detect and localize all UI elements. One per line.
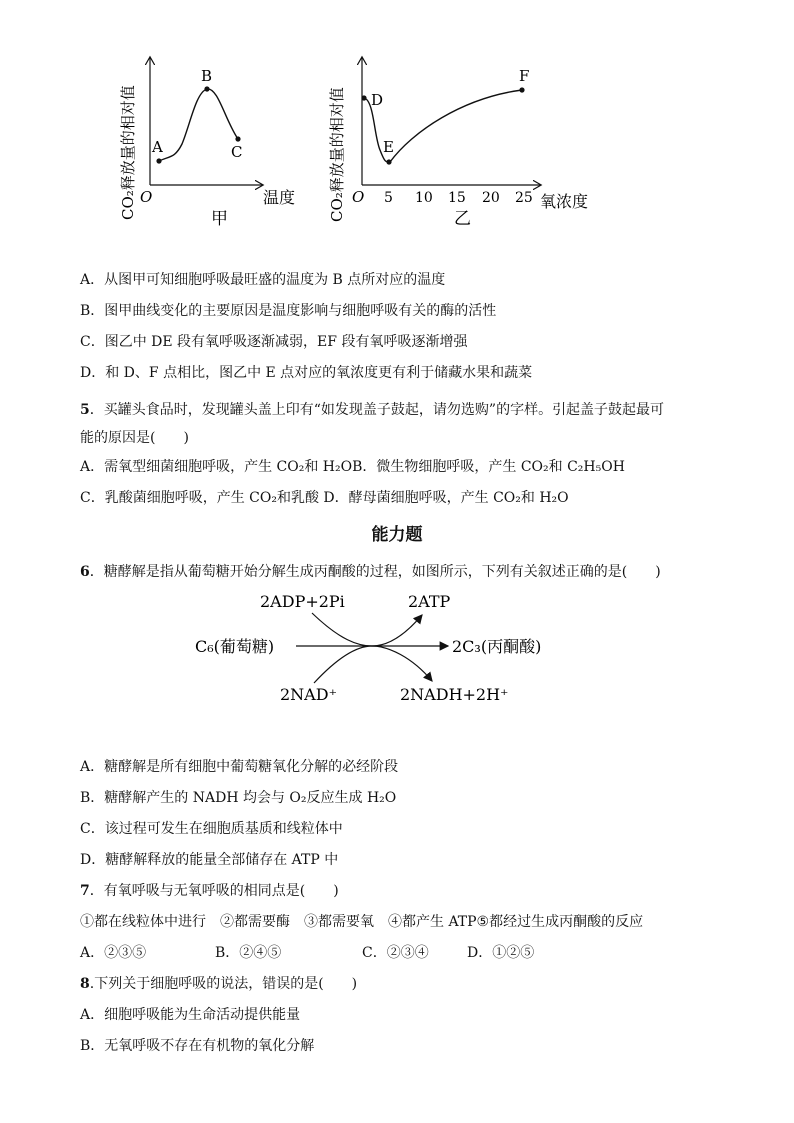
q5-stem [80, 400, 664, 420]
atp-arrow [312, 613, 422, 646]
q6-option-c: C．该过程可发生在细胞质基质和线粒体中 [80, 821, 343, 837]
q7-option-a: A．②③⑤ [80, 945, 147, 961]
q5-options-ab: A．需氧型细菌细胞呼吸，产生 CO₂和 H₂OB．微生物细胞呼吸，产生 CO₂和 C₂H₅OH [80, 459, 625, 475]
point-c [235, 136, 240, 141]
caption-jia: 甲 [211, 209, 228, 229]
y-label: CO₂释放量的相对值 [119, 85, 137, 220]
x-label: 温度 [263, 188, 296, 207]
caption-yi: 乙 [454, 209, 471, 229]
point-d [361, 95, 366, 100]
q4-option-d: D．和 D、F 点相比，图乙中 E 点对应的氧浓度更有利于储藏水果和蔬菜 [80, 365, 533, 381]
point-b [204, 86, 209, 91]
diagram-bottom-left: 2NAD⁺ [280, 685, 338, 704]
x-label: 氧浓度 [540, 192, 589, 211]
origin-label: O [140, 188, 153, 206]
q5-stem-2: 能的原因是( ) [80, 430, 189, 446]
point-a [156, 158, 161, 163]
q6-option-a: A．糖酵解是所有细胞中葡萄糖氧化分解的必经阶段 [80, 759, 399, 775]
q8-option-b: B．无氧呼吸不存在有机物的氧化分解 [80, 1038, 315, 1054]
tick-10: 10 [415, 190, 433, 206]
q6-stem [80, 562, 661, 582]
tick-5: 5 [384, 190, 393, 206]
q5-options-cd: C．乳酸菌细胞呼吸，产生 CO₂和乳酸 D．酵母菌细胞呼吸，产生 CO₂和 H₂O [80, 490, 569, 506]
section-title: 能力题 [371, 525, 423, 545]
tick-20: 20 [482, 190, 500, 206]
label-e: E [383, 138, 394, 156]
y-label: CO₂释放量的相对值 [328, 87, 346, 222]
diagram-bottom-right: 2NADH+2H⁺ [400, 685, 509, 704]
q6-option-b: B．糖酵解产生的 NADH 均会与 O₂反应生成 H₂O [80, 790, 397, 806]
q7-option-b: B．②④⑤ [215, 945, 282, 961]
diagram-right: 2C₃(丙酮酸) [452, 637, 542, 656]
q5-number: 5 [80, 402, 90, 418]
diagram-left: C₆(葡萄糖) [195, 637, 275, 656]
q5-stem-text: ．买罐头食品时，发现罐头盖上印有“如发现盖子鼓起，请勿选购”的字样。引起盖子鼓起最可 [89, 402, 665, 418]
point-e [386, 159, 391, 164]
label-b: B [201, 67, 213, 85]
diagram-top-left: 2ADP+2Pi [260, 592, 345, 611]
q4-option-c: C．图乙中 DE 段有氧呼吸逐渐减弱，EF 段有氧呼吸逐渐增强 [80, 334, 468, 350]
tick-15: 15 [448, 190, 466, 206]
label-f: F [519, 67, 530, 85]
graph-jia [110, 40, 310, 230]
q7-option-c: C．②③④ [362, 945, 429, 961]
label-c: C [231, 143, 243, 161]
q6-number: 6 [80, 564, 90, 580]
q6-stem-text: ．糖酵解是指从葡萄糖开始分解生成丙酮酸的过程，如图所示，下列有关叙述正确的是( ) [89, 564, 661, 580]
diagram-top-right: 2ATP [408, 592, 451, 611]
q8-stem-text: .下列关于细胞呼吸的说法，错误的是( ) [89, 976, 358, 992]
origin-label: O [352, 188, 365, 206]
point-f [519, 87, 524, 92]
glycolysis-diagram [190, 585, 580, 715]
q8-stem [80, 974, 357, 994]
q4-option-b: B．图甲曲线变化的主要原因是温度影响与细胞呼吸有关的酶的活性 [80, 303, 497, 319]
q8-number: 8 [80, 976, 90, 992]
q8-option-a: A．细胞呼吸能为生命活动提供能量 [80, 1007, 301, 1023]
label-d: D [371, 91, 384, 109]
label-a: A [152, 138, 163, 156]
q4-option-a: A．从图甲可知细胞呼吸最旺盛的温度为 B 点所对应的温度 [80, 272, 446, 288]
q7-option-d: D．①②⑤ [467, 945, 535, 961]
q7-stem [80, 881, 339, 901]
q7-items: ①都在线粒体中进行 ②都需要酶 ③都需要氧 ④都产生 ATP⑤都经过生成丙酮酸的反应 [80, 914, 644, 930]
q6-option-d: D．糖酵解释放的能量全部储存在 ATP 中 [80, 852, 339, 868]
nadh-arrow [314, 646, 432, 683]
tick-25: 25 [515, 190, 533, 206]
curve-jia [159, 89, 238, 161]
graph-yi [322, 40, 612, 230]
q7-stem-text: ．有氧呼吸与无氧呼吸的相同点是( ) [89, 883, 339, 899]
q7-number: 7 [80, 883, 90, 899]
